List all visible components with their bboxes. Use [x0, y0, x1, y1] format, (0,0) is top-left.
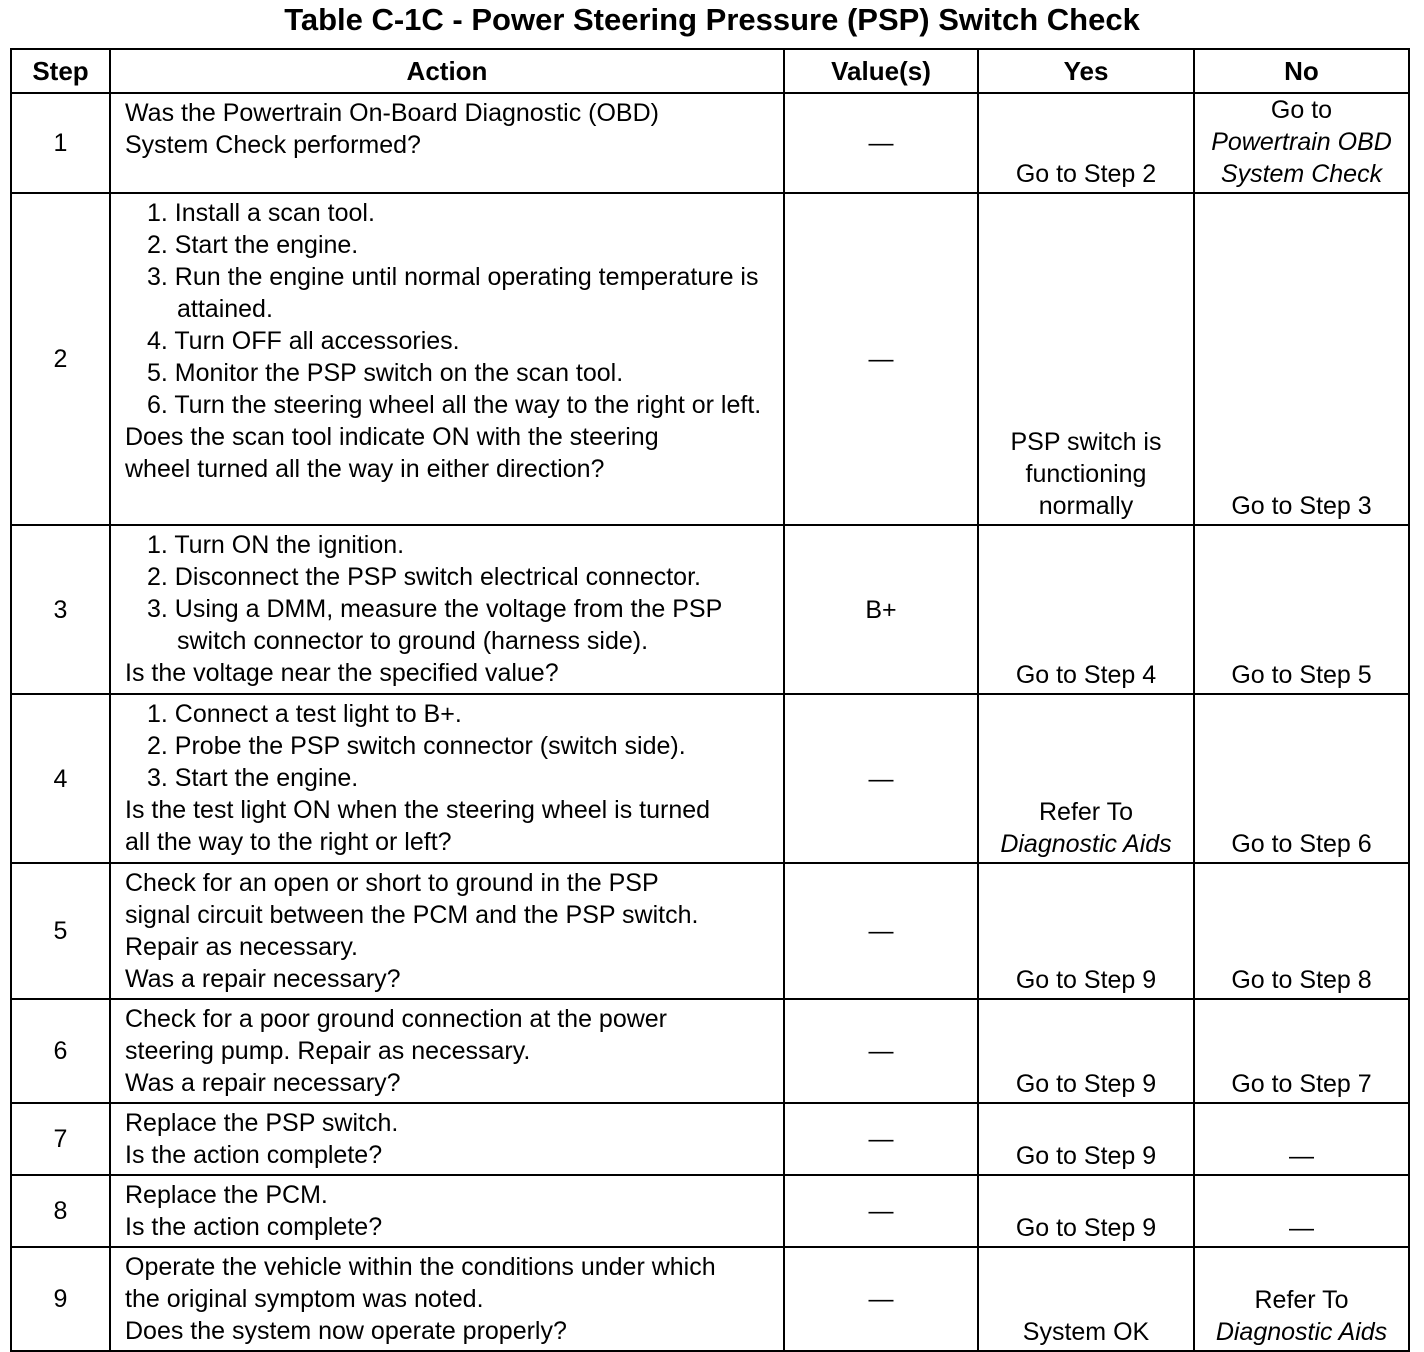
no-cell: [1194, 694, 1409, 863]
action-step-item: 1. Connect a test light to B+.: [147, 700, 462, 728]
no-cell: [1194, 193, 1409, 525]
yes-line: Go to Step 9: [1015, 1214, 1157, 1242]
no-line: —: [1289, 1142, 1314, 1170]
no-cell: [1194, 93, 1409, 193]
action-cell: [110, 694, 784, 863]
action-cell: [110, 525, 784, 694]
step-cell: 5: [11, 863, 110, 999]
value-cell: —: [784, 1247, 978, 1351]
action-step-item: 5. Monitor the PSP switch on the scan tool.: [147, 359, 624, 387]
action-step-item: 1. Turn ON the ignition.: [147, 531, 405, 559]
action-text-line: Was a repair necessary?: [125, 1069, 401, 1097]
action-text-line: Repair as necessary.: [125, 933, 358, 961]
action-step-item: 4. Turn OFF all accessories.: [147, 327, 460, 355]
no-cell: [1194, 1103, 1409, 1175]
action-step-item: 3. Start the engine.: [147, 764, 359, 792]
value-cell: —: [784, 93, 978, 193]
diagnostic-table: [10, 48, 1410, 1352]
yes-line: Go to Step 2: [1015, 160, 1157, 188]
no-line: Go to Step 8: [1231, 966, 1372, 994]
step-cell: 4: [11, 694, 110, 863]
no-cell: [1194, 1175, 1409, 1247]
table-row: [11, 694, 1409, 863]
action-text-line: Operate the vehicle within the conditions under which: [125, 1253, 716, 1281]
yes-line: Go to Step 4: [1015, 661, 1157, 689]
no-line: Refer To: [1254, 1286, 1349, 1314]
action-cell: [110, 1103, 784, 1175]
step-cell: 1: [11, 93, 110, 193]
action-steps-list: [125, 698, 775, 794]
value-cell: —: [784, 1103, 978, 1175]
header-value: Value(s): [784, 49, 978, 93]
action-text-line: Replace the PCM.: [125, 1181, 328, 1209]
yes-line: Go to Step 9: [1015, 1070, 1157, 1098]
yes-cell: [978, 999, 1194, 1103]
action-text-line: Is the action complete?: [125, 1213, 383, 1241]
no-line: Go to Step 6: [1231, 830, 1372, 858]
table-row: [11, 863, 1409, 999]
yes-cell: [978, 1247, 1194, 1351]
table-row: [11, 1175, 1409, 1247]
action-text-line: steering pump. Repair as necessary.: [125, 1037, 531, 1065]
step-cell: 6: [11, 999, 110, 1103]
table-row: [11, 93, 1409, 193]
action-cell: [110, 1175, 784, 1247]
value-cell: —: [784, 1175, 978, 1247]
action-step-item: 3. Run the engine until normal operating temperature is attained.: [147, 263, 759, 323]
action-text-line: Is the action complete?: [125, 1141, 383, 1169]
step-cell: 7: [11, 1103, 110, 1175]
action-text-line: Is the test light ON when the steering wheel is turned: [125, 796, 711, 824]
step-cell: 8: [11, 1175, 110, 1247]
no-cell: [1194, 525, 1409, 694]
no-line: Go to: [1270, 96, 1333, 124]
action-text-line: Was the Powertrain On-Board Diagnostic (OBD): [125, 99, 659, 127]
table-row: [11, 1103, 1409, 1175]
header-row: [11, 49, 1409, 93]
yes-cell: [978, 193, 1194, 525]
yes-cell: [978, 1175, 1194, 1247]
action-text-line: all the way to the right or left?: [125, 828, 452, 856]
table-row: [11, 999, 1409, 1103]
action-text-line: wheel turned all the way in either direction?: [125, 455, 605, 483]
action-step-item: 2. Disconnect the PSP switch electrical connector.: [147, 563, 701, 591]
action-cell: [110, 193, 784, 525]
action-text-line: Replace the PSP switch.: [125, 1109, 399, 1137]
action-text-line: Check for an open or short to ground in the PSP: [125, 869, 659, 897]
yes-cell: [978, 93, 1194, 193]
action-steps-list: [125, 529, 775, 657]
yes-line: normally: [1038, 492, 1134, 520]
action-step-item: 2. Start the engine.: [147, 231, 359, 259]
action-text-line: System Check performed?: [125, 131, 421, 159]
action-text-line: Does the scan tool indicate ON with the steering: [125, 423, 659, 451]
no-line: Go to Step 3: [1231, 492, 1372, 520]
action-cell: [110, 863, 784, 999]
header-step: Step: [11, 49, 110, 93]
no-italic-line: System Check: [1220, 160, 1383, 188]
yes-line: functioning: [1025, 460, 1147, 488]
action-cell: [110, 999, 784, 1103]
no-italic-line: Powertrain OBD: [1211, 128, 1392, 156]
action-text-line: Check for a poor ground connection at the power: [125, 1005, 668, 1033]
no-line: —: [1289, 1214, 1314, 1242]
no-line: Go to Step 7: [1231, 1070, 1372, 1098]
table-title: Table C-1C - Power Steering Pressure (PSP) Switch Check: [284, 2, 1140, 37]
action-cell: [110, 1247, 784, 1351]
yes-line: PSP switch is: [1010, 428, 1162, 456]
yes-line: Go to Step 9: [1015, 966, 1157, 994]
action-text-line: Was a repair necessary?: [125, 965, 401, 993]
yes-cell: [978, 1103, 1194, 1175]
no-cell: [1194, 863, 1409, 999]
table-row: [11, 193, 1409, 525]
table-row: [11, 1247, 1409, 1351]
action-step-item: 3. Using a DMM, measure the voltage from the PSP switch connector to ground (harness side).: [147, 595, 722, 655]
value-cell: —: [784, 863, 978, 999]
no-cell: [1194, 999, 1409, 1103]
action-steps-list: [125, 197, 775, 421]
yes-cell: [978, 863, 1194, 999]
no-cell: [1194, 1247, 1409, 1351]
action-text-line: signal circuit between the PCM and the PSP switch.: [125, 901, 699, 929]
step-cell: 9: [11, 1247, 110, 1351]
action-text-line: the original symptom was noted.: [125, 1285, 484, 1313]
header-action: Action: [110, 49, 784, 93]
value-cell: —: [784, 999, 978, 1103]
value-cell: —: [784, 193, 978, 525]
header-yes: Yes: [978, 49, 1194, 93]
action-step-item: 1. Install a scan tool.: [147, 199, 375, 227]
table-body: [11, 93, 1409, 1351]
step-cell: 2: [11, 193, 110, 525]
value-cell: B+: [784, 525, 978, 694]
header-no: No: [1194, 49, 1409, 93]
no-italic-line: Diagnostic Aids: [1215, 1318, 1388, 1346]
action-step-item: 2. Probe the PSP switch connector (switch side).: [147, 732, 686, 760]
yes-cell: [978, 694, 1194, 863]
step-cell: 3: [11, 525, 110, 694]
action-step-item: 6. Turn the steering wheel all the way to the right or left.: [147, 391, 762, 419]
yes-line: System OK: [1022, 1318, 1150, 1346]
action-text-line: Does the system now operate properly?: [125, 1317, 567, 1345]
yes-italic-line: Diagnostic Aids: [1000, 830, 1172, 858]
value-cell: —: [784, 694, 978, 863]
table-row: [11, 525, 1409, 694]
no-line: Go to Step 5: [1231, 661, 1372, 689]
action-cell: [110, 93, 784, 193]
yes-cell: [978, 525, 1194, 694]
yes-line: Go to Step 9: [1015, 1142, 1157, 1170]
action-text-line: Is the voltage near the specified value?: [125, 659, 559, 687]
yes-line: Refer To: [1038, 798, 1134, 826]
